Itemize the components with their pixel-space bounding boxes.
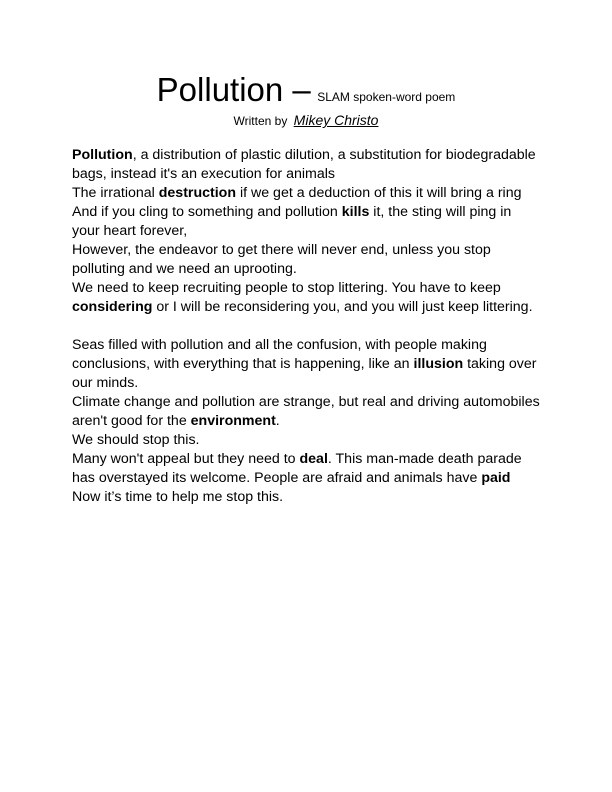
line-text: Now it’s time to help me stop this. (72, 489, 284, 505)
byline (0, 110, 612, 131)
line-text: Many won't appeal but they need to (72, 451, 300, 467)
line-text: or I will be reconsidering you, and you will just keep littering. (152, 299, 533, 315)
author-name: Mikey Christo (293, 112, 379, 128)
emphasis-word: paid (481, 470, 511, 486)
poem-subtitle: SLAM spoken-word poem (317, 90, 456, 104)
poem-title: Pollution – (156, 71, 311, 108)
poem-line (72, 488, 542, 507)
byline-prefix: Written by (233, 114, 288, 128)
line-text: However, the endeavor to get there will never end, unless you stop polluting and we need an uprooting. (72, 242, 491, 277)
stanza-1 (72, 146, 542, 317)
emphasis-word: illusion (413, 356, 464, 372)
poem-line (72, 336, 542, 393)
line-text: And if you cling to something and pollution (72, 204, 342, 220)
poem-line (72, 203, 542, 241)
line-text: if we get a deduction of this it will bring a ring (236, 185, 522, 201)
poem-line (72, 450, 542, 488)
emphasis-word: considering (72, 299, 153, 315)
line-text: . This man-made death parade has overstayed its welcome. People are afraid and animals have (72, 451, 522, 486)
title-line (0, 68, 612, 112)
poem-line (72, 393, 542, 431)
line-text: it, the sting will ping in your heart forever, (72, 204, 512, 239)
line-text: taking over our minds. (72, 356, 537, 391)
poem-line (72, 146, 542, 184)
emphasis-word: kills (341, 204, 370, 220)
line-text: . (275, 413, 280, 429)
line-text: We need to keep recruiting people to stop littering. You have to keep (72, 280, 501, 296)
line-text: , a distribution of plastic dilution, a substitution for biodegradable bags, instead it's an execution for animals (72, 147, 536, 182)
emphasis-word: deal (299, 451, 328, 467)
poem-line (72, 241, 542, 279)
emphasis-word: destruction (158, 185, 236, 201)
line-text: The irrational (72, 185, 159, 201)
poem-line (72, 184, 542, 203)
stanza-2 (72, 336, 542, 507)
emphasis-word: Pollution (72, 147, 133, 163)
poem-body (72, 146, 542, 526)
line-text: We should stop this. (72, 432, 200, 448)
poem-line (72, 431, 542, 450)
poem-line (72, 279, 542, 317)
emphasis-word: environment (190, 413, 276, 429)
line-text: Seas filled with pollution and all the confusion, with people making conclusions, with everything that is happening, like an (72, 337, 487, 372)
line-text: Climate change and pollution are strange, but real and driving automobiles aren't good for the (72, 394, 540, 429)
